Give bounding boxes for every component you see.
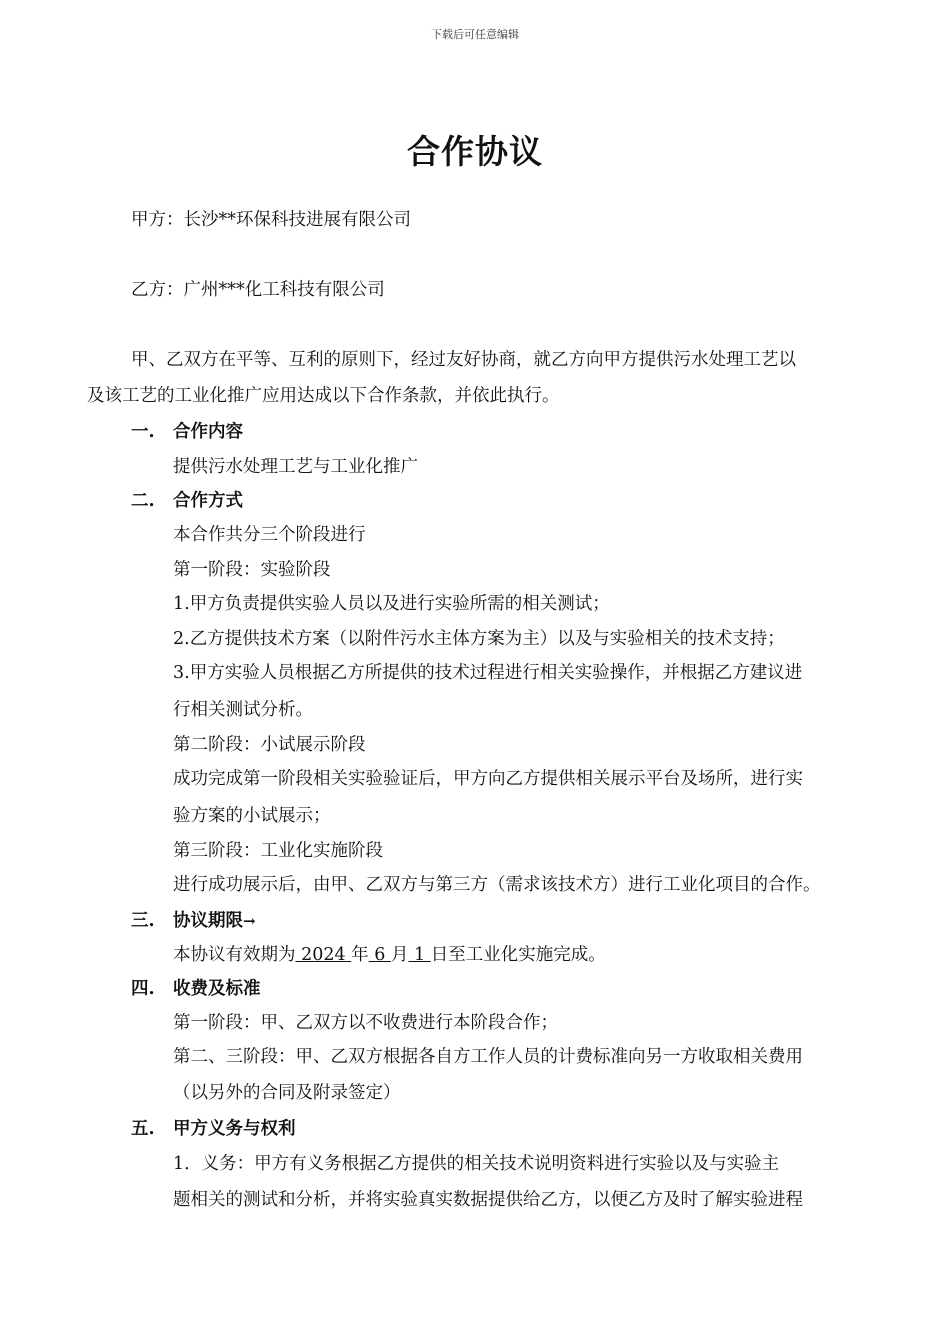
section-2-line: 1.甲方负责提供实验人员以及进行实验所需的相关测试；: [173, 594, 610, 614]
section-4-line: 第一阶段：甲、乙双方以不收费进行本阶段合作；: [173, 1013, 558, 1033]
section-2-line: 本合作共分三个阶段进行: [173, 525, 366, 545]
intro-line-2: 及该工艺的工业化推广应用达成以下合作条款，并依此执行。: [87, 386, 560, 406]
section-2-line: 2.乙方提供技术方案（以附件污水主体方案为主）以及与实验相关的技术支持；: [173, 629, 785, 649]
section-title: 协议期限: [173, 911, 243, 931]
section-4-heading: [131, 977, 261, 1001]
term-suffix: 日至工业化实施完成。: [430, 945, 606, 965]
section-number: 三.: [131, 911, 155, 931]
term-day: 1: [408, 945, 431, 965]
section-number: 二.: [131, 491, 155, 511]
section-2-line: 第二阶段：小试展示阶段: [173, 735, 366, 755]
section-title: 合作方式: [173, 491, 243, 511]
document-title: 合作协议: [407, 132, 543, 171]
term-year-label: 年: [351, 945, 369, 965]
section-4-line: （以另外的合同及附录签定）: [173, 1083, 401, 1103]
section-2-line: 成功完成第一阶段相关实验验证后，甲方向乙方提供相关展示平台及场所，进行实: [173, 769, 803, 789]
section-2-heading: [131, 489, 243, 513]
section-5-line: 题相关的测试和分析，并将实验真实数据提供给乙方，以便乙方及时了解实验进程: [173, 1190, 803, 1210]
section-1-body: 提供污水处理工艺与工业化推广: [173, 457, 418, 477]
section-2-line: 进行成功展示后，由甲、乙双方与第三方（需求该技术方）进行工业化项目的合作。: [173, 875, 821, 895]
section-2-line: 行相关测试分析。: [173, 700, 313, 720]
section-2-line: 第三阶段：工业化实施阶段: [173, 841, 383, 861]
section-2-line: 3.甲方实验人员根据乙方所提供的技术过程进行相关实验操作，并根据乙方建议进: [173, 663, 803, 683]
section-title: 收费及标准: [173, 979, 261, 999]
party-b: 乙方：广州***化工科技有限公司: [131, 280, 385, 300]
party-a: 甲方：长沙**环保科技进展有限公司: [131, 210, 411, 230]
term-month-label: 月: [390, 945, 409, 965]
term-prefix: 本协议有效期为: [173, 945, 296, 965]
section-5-line: 1．义务：甲方有义务根据乙方提供的相关技术说明资料进行实验以及与实验主: [173, 1154, 780, 1174]
section-number: 五.: [131, 1119, 155, 1139]
term-month: 6: [368, 945, 391, 965]
arrow-icon: →: [243, 912, 256, 930]
agreement-term-line: [173, 943, 606, 967]
section-number: 四.: [131, 979, 155, 999]
section-4-line: 第二、三阶段：甲、乙双方根据各自方工作人员的计费标准向另一方收取相关费用: [173, 1047, 803, 1067]
section-5-heading: [131, 1117, 296, 1141]
section-3-heading: [131, 909, 256, 933]
section-2-line: 第一阶段：实验阶段: [173, 560, 331, 580]
section-number: 一.: [131, 422, 155, 442]
term-year: 2024: [295, 945, 352, 965]
intro-line-1: 甲、乙双方在平等、互利的原则下，经过友好协商，就乙方向甲方提供污水处理工艺以: [131, 350, 796, 370]
section-title: 甲方义务与权利: [173, 1119, 296, 1139]
page-header-note: 下载后可任意编辑: [431, 28, 519, 41]
section-title: 合作内容: [173, 422, 243, 442]
section-2-line: 验方案的小试展示；: [173, 806, 331, 826]
section-1-heading: [131, 420, 243, 444]
